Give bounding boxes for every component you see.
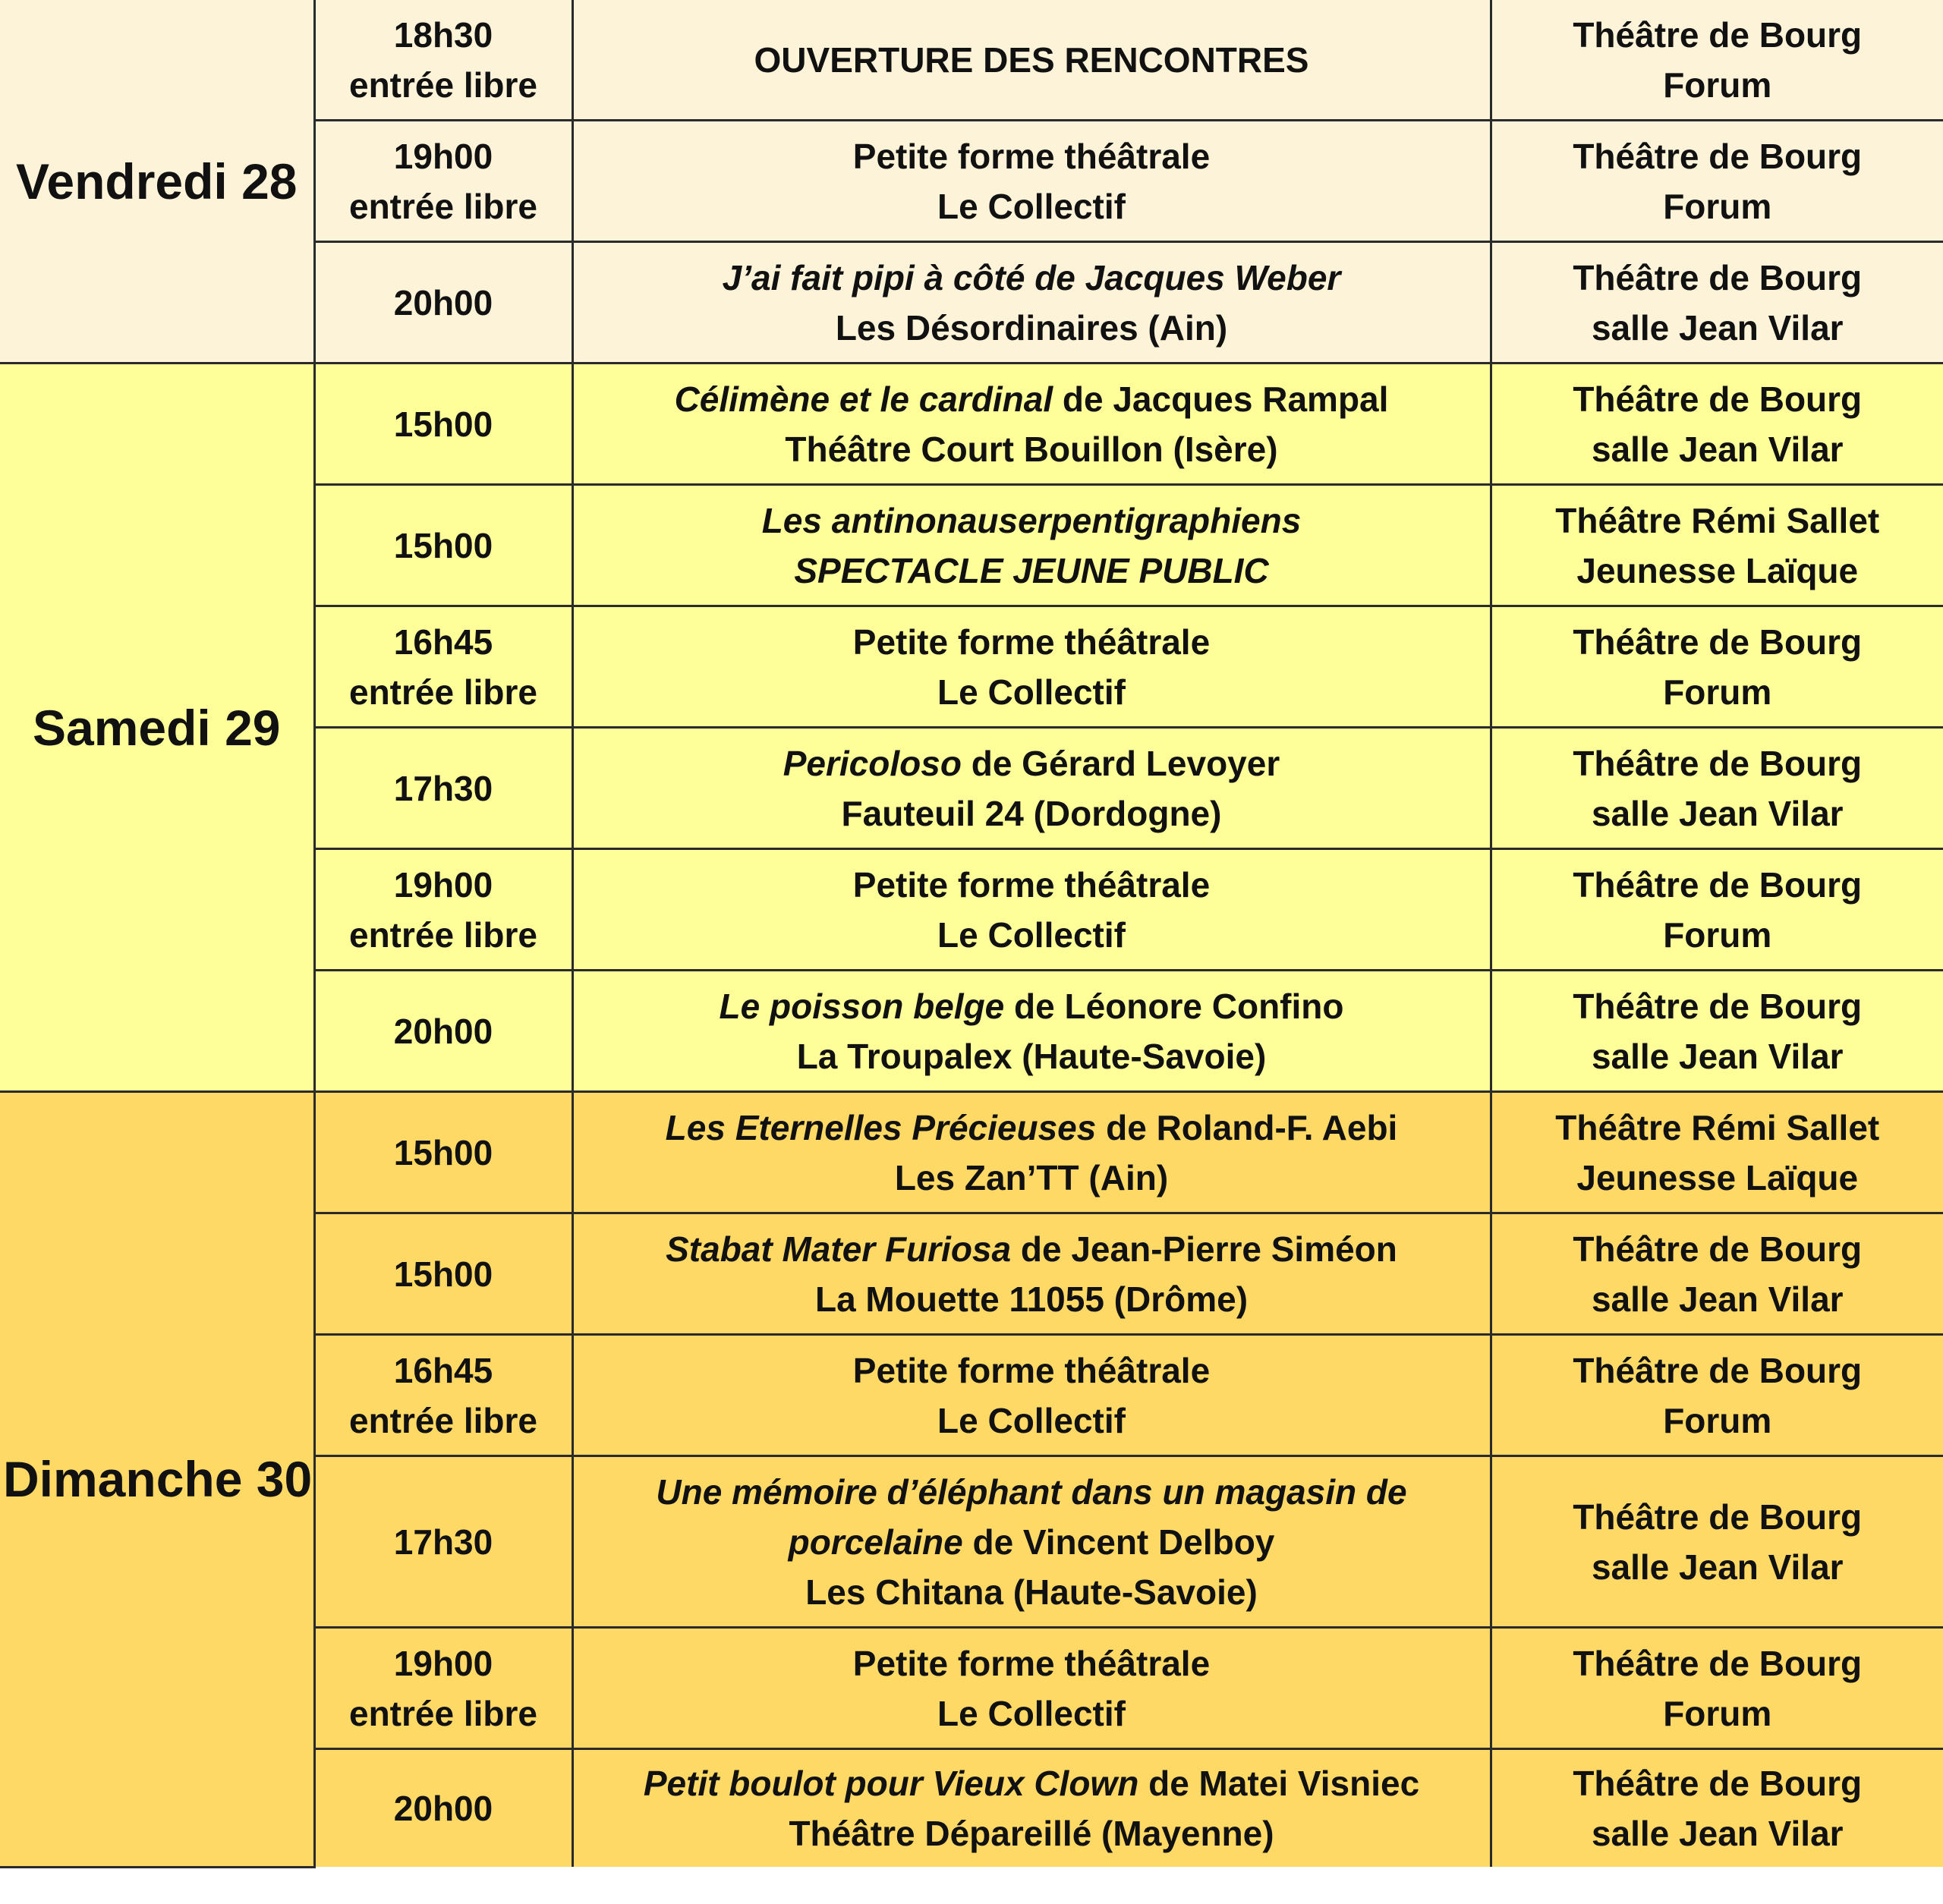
show-title: Stabat Mater Furiosa <box>666 1229 1012 1269</box>
event-time: 19h00 <box>393 864 493 905</box>
event-time: 16h45 <box>393 622 493 662</box>
company-name: Fauteuil 24 (Dordogne) <box>841 793 1222 833</box>
venue-cell <box>1491 363 1943 485</box>
show-author: de Matei Visniec <box>1138 1764 1420 1803</box>
event-time: 16h45 <box>393 1350 493 1390</box>
event-time: 19h00 <box>393 136 493 176</box>
event-time: 15h00 <box>393 404 493 444</box>
venue-room: Forum <box>1663 1693 1772 1733</box>
company-name: Les Chitana (Haute-Savoie) <box>805 1572 1258 1612</box>
venue-room: salle Jean Vilar <box>1591 429 1844 469</box>
venue-name: Théâtre de Bourg <box>1573 1643 1863 1683</box>
show-cell <box>572 121 1491 242</box>
venue-cell <box>1491 849 1943 971</box>
venue-cell <box>1491 242 1943 363</box>
show-cell <box>572 606 1491 728</box>
venue-cell <box>1491 1456 1943 1628</box>
event-time: 20h00 <box>393 1011 493 1051</box>
show-title: Une mémoire d’éléphant dans un magasin de <box>656 1471 1407 1512</box>
venue-cell <box>1491 1749 1943 1868</box>
venue-cell <box>1491 121 1943 242</box>
day-label-friday: Vendredi 28 <box>0 0 314 363</box>
venue-room: salle Jean Vilar <box>1591 793 1844 833</box>
venue-cell <box>1491 485 1943 606</box>
company-name: Théâtre Court Bouillon (Isère) <box>785 429 1278 469</box>
show-title: Pericoloso <box>783 743 962 783</box>
event-time: 19h00 <box>393 1643 493 1683</box>
company-name: Le Collectif <box>937 1693 1126 1733</box>
company-name: Théâtre Dépareillé (Mayenne) <box>789 1814 1274 1853</box>
venue-name: Théâtre Rémi Sallet <box>1555 500 1880 540</box>
show-title: Célimène et le cardinal <box>674 379 1053 419</box>
show-cell <box>572 971 1491 1092</box>
show-heading: Petite forme théâtrale <box>852 622 1211 662</box>
venue-cell <box>1491 1092 1943 1213</box>
show-author: de Jacques Rampal <box>1053 379 1389 419</box>
venue-name: Théâtre de Bourg <box>1573 1496 1863 1537</box>
venue-name: Théâtre de Bourg <box>1573 622 1863 662</box>
entry-note: entrée libre <box>349 65 537 105</box>
show-cell <box>572 1749 1491 1868</box>
show-author: de Roland-F. Aebi <box>1096 1107 1398 1147</box>
time-cell <box>314 1749 572 1868</box>
venue-cell <box>1491 971 1943 1092</box>
venue-room: salle Jean Vilar <box>1591 1036 1844 1076</box>
show-cell <box>572 242 1491 363</box>
time-cell <box>314 971 572 1092</box>
venue-cell <box>1491 1628 1943 1749</box>
entry-note: entrée libre <box>349 1693 537 1733</box>
show-cell <box>572 485 1491 606</box>
event-time: 15h00 <box>393 1132 493 1172</box>
show-cell <box>572 363 1491 485</box>
show-cell <box>572 728 1491 849</box>
time-cell <box>314 485 572 606</box>
show-cell <box>572 1213 1491 1335</box>
show-cell <box>572 1092 1491 1213</box>
company-name: Le Collectif <box>937 186 1126 226</box>
venue-room: salle Jean Vilar <box>1591 307 1844 348</box>
show-title: Les antinonauserpentigraphiens <box>761 500 1302 540</box>
day-label-saturday: Samedi 29 <box>0 363 314 1092</box>
show-subtitle: SPECTACLE JEUNE PUBLIC <box>794 550 1269 590</box>
venue-name: Théâtre Rémi Sallet <box>1555 1107 1880 1147</box>
time-cell <box>314 1092 572 1213</box>
time-cell <box>314 121 572 242</box>
schedule-row <box>0 0 1943 121</box>
company-name: Les Désordinaires (Ain) <box>835 307 1228 348</box>
show-heading: Petite forme théâtrale <box>852 1350 1211 1390</box>
show-cell <box>572 849 1491 971</box>
entry-note: entrée libre <box>349 186 537 226</box>
venue-room: Forum <box>1663 1400 1772 1440</box>
venue-room: Forum <box>1663 65 1772 105</box>
venue-name: Théâtre de Bourg <box>1573 257 1863 297</box>
show-cell <box>572 1628 1491 1749</box>
venue-room: salle Jean Vilar <box>1591 1814 1844 1853</box>
show-heading: Petite forme théâtrale <box>852 136 1211 176</box>
venue-cell <box>1491 728 1943 849</box>
company-name: Les Zan’TT (Ain) <box>894 1157 1169 1197</box>
show-author: de Vincent Delboy <box>962 1522 1275 1562</box>
event-time: 17h30 <box>393 768 493 808</box>
venue-room: salle Jean Vilar <box>1591 1547 1844 1587</box>
event-time: 15h00 <box>393 1254 493 1294</box>
event-time: 20h00 <box>393 1789 493 1828</box>
venue-cell <box>1491 1335 1943 1456</box>
time-cell <box>314 606 572 728</box>
show-author: de Léonore Confino <box>1004 986 1344 1026</box>
time-cell <box>314 1456 572 1628</box>
day-label-sunday: Dimanche 30 <box>0 1092 314 1868</box>
venue-room: Jeunesse Laïque <box>1576 1157 1859 1197</box>
time-cell <box>314 242 572 363</box>
venue-room: salle Jean Vilar <box>1591 1279 1844 1319</box>
event-time: 15h00 <box>393 525 493 565</box>
company-name: La Troupalex (Haute-Savoie) <box>796 1036 1267 1076</box>
company-name: La Mouette 11055 (Drôme) <box>814 1279 1249 1319</box>
venue-room: Forum <box>1663 672 1772 712</box>
schedule-row <box>0 363 1943 485</box>
venue-name: Théâtre de Bourg <box>1573 379 1863 419</box>
show-heading: OUVERTURE DES RENCONTRES <box>754 39 1309 80</box>
entry-note: entrée libre <box>349 672 537 712</box>
event-time: 18h30 <box>393 14 493 55</box>
show-title: Les Eternelles Précieuses <box>665 1107 1097 1147</box>
venue-room: Forum <box>1663 914 1772 955</box>
entry-note: entrée libre <box>349 914 537 955</box>
show-title: Petit boulot pour Vieux Clown <box>643 1764 1139 1803</box>
time-cell <box>314 1335 572 1456</box>
time-cell <box>314 1213 572 1335</box>
venue-name: Théâtre de Bourg <box>1573 986 1863 1026</box>
show-cell <box>572 0 1491 121</box>
venue-name: Théâtre de Bourg <box>1573 1764 1863 1803</box>
venue-name: Théâtre de Bourg <box>1573 14 1863 55</box>
time-cell <box>314 0 572 121</box>
company-name: Le Collectif <box>937 672 1126 712</box>
venue-cell <box>1491 0 1943 121</box>
event-time: 20h00 <box>393 282 493 323</box>
time-cell <box>314 728 572 849</box>
venue-name: Théâtre de Bourg <box>1573 136 1863 176</box>
show-heading: Petite forme théâtrale <box>852 1643 1211 1683</box>
venue-room: Forum <box>1663 186 1772 226</box>
show-cell <box>572 1335 1491 1456</box>
venue-room: Jeunesse Laïque <box>1576 550 1859 590</box>
show-author: de Jean-Pierre Siméon <box>1011 1229 1397 1269</box>
time-cell <box>314 363 572 485</box>
venue-name: Théâtre de Bourg <box>1573 1229 1863 1269</box>
show-cell <box>572 1456 1491 1628</box>
show-author: de Gérard Levoyer <box>961 743 1280 783</box>
venue-cell <box>1491 606 1943 728</box>
venue-cell <box>1491 1213 1943 1335</box>
venue-name: Théâtre de Bourg <box>1573 743 1863 783</box>
company-name: Le Collectif <box>937 1400 1126 1440</box>
venue-name: Théâtre de Bourg <box>1573 1350 1863 1390</box>
time-cell <box>314 849 572 971</box>
company-name: Le Collectif <box>937 914 1126 955</box>
schedule-row <box>0 1092 1943 1213</box>
time-cell <box>314 1628 572 1749</box>
show-title: J’ai fait pipi à côté de Jacques Weber <box>722 257 1341 297</box>
show-title: Le poisson belge <box>719 986 1005 1026</box>
event-time: 17h30 <box>393 1522 493 1562</box>
entry-note: entrée libre <box>349 1400 537 1440</box>
venue-name: Théâtre de Bourg <box>1573 864 1863 905</box>
show-title-continued: porcelaine <box>788 1522 963 1562</box>
show-heading: Petite forme théâtrale <box>852 864 1211 905</box>
